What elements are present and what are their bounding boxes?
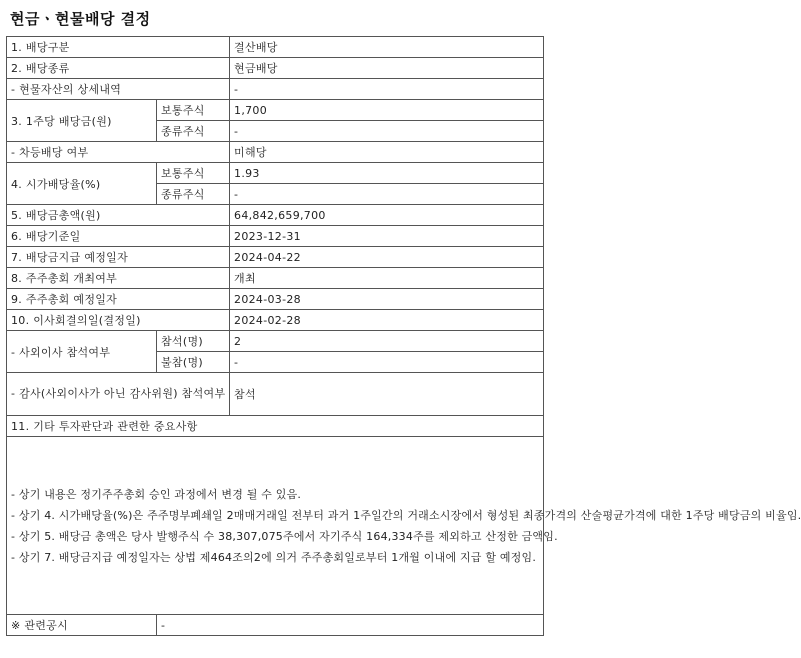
row-dps-common [7, 100, 544, 121]
agm-date-value: 2024-03-28 [230, 289, 544, 310]
outside-absent-value: - [230, 352, 544, 373]
note-item: - 상기 내용은 정기주주총회 승인 과정에서 변경 될 수 있음. [11, 487, 302, 501]
yield-common-value: 1.93 [230, 163, 544, 184]
row-agm-date [7, 289, 544, 310]
related-disclosure-label: ※ 관련공시 [7, 615, 157, 636]
outside-present-label: 참석(명) [157, 331, 230, 352]
total-amount-value: 64,842,659,700 [230, 205, 544, 226]
dividend-table [6, 36, 801, 636]
related-disclosure-value: - [157, 615, 544, 636]
board-date-value: 2024-02-28 [230, 310, 544, 331]
note-item: - 상기 4. 시가배당율(%)은 주주명부폐쇄일 2매매거래일 전부터 과거 1주일간의 거래소시장에서 형성된 최종가격의 산술평균가격에 대한 1주당 배당금의 비율임. [11, 508, 801, 522]
dividend-kind-value: 현금배당 [230, 58, 544, 79]
auditor-attendance-label: - 감사(사외이사가 아닌 감사위원) 참석여부 [7, 373, 230, 416]
yield-preferred-label: 종류주식 [157, 184, 230, 205]
row-yield-common [7, 163, 544, 184]
asset-details-value: - [230, 79, 544, 100]
row-dividend-type [7, 37, 544, 58]
agm-held-value: 개최 [230, 268, 544, 289]
agm-date-label: 9. 주주총회 예정일자 [7, 289, 230, 310]
outside-absent-label: 불참(명) [157, 352, 230, 373]
row-agm-held [7, 268, 544, 289]
total-amount-label: 5. 배당금총액(원) [7, 205, 230, 226]
record-date-value: 2023-12-31 [230, 226, 544, 247]
dividend-type-value: 결산배당 [230, 37, 544, 58]
row-payment-date [7, 247, 544, 268]
dps-preferred-label: 종류주식 [157, 121, 230, 142]
yield-common-label: 보통주식 [157, 163, 230, 184]
row-other-matters [7, 416, 544, 437]
dps-preferred-value: - [230, 121, 544, 142]
board-date-label: 10. 이사회결의일(결정일) [7, 310, 230, 331]
outside-directors-label: - 사외이사 참석여부 [7, 331, 157, 373]
row-related-disclosure [7, 615, 544, 636]
payment-date-label: 7. 배당금지급 예정일자 [7, 247, 230, 268]
row-total-amount [7, 205, 544, 226]
yield-preferred-value: - [230, 184, 544, 205]
row-dividend-kind [7, 58, 544, 79]
dps-common-value: 1,700 [230, 100, 544, 121]
dps-common-label: 보통주식 [157, 100, 230, 121]
dividend-type-label: 1. 배당구분 [7, 37, 230, 58]
notes-cell [7, 437, 801, 615]
row-board-date [7, 310, 544, 331]
note-item: - 상기 7. 배당금지급 예정일자는 상법 제464조의2에 의거 주주총회일로부터 1개월 이내에 지급 할 예정임. [11, 550, 537, 564]
agm-held-label: 8. 주주총회 개최여부 [7, 268, 230, 289]
asset-details-label: - 현물자산의 상세내역 [7, 79, 230, 100]
auditor-attendance-value: 참석 [230, 373, 544, 416]
other-matters-label: 11. 기타 투자판단과 관련한 중요사항 [7, 416, 544, 437]
row-outside-present [7, 331, 544, 352]
outside-present-value: 2 [230, 331, 544, 352]
differential-label: - 차등배당 여부 [7, 142, 230, 163]
payment-date-value: 2024-04-22 [230, 247, 544, 268]
row-differential [7, 142, 544, 163]
yield-label: 4. 시가배당율(%) [7, 163, 157, 205]
row-record-date [7, 226, 544, 247]
differential-value: 미해당 [230, 142, 544, 163]
row-notes [7, 437, 544, 615]
note-item: - 상기 5. 배당금 총액은 당사 발행주식 수 38,307,075주에서 자기주식 164,334주를 제외하고 산정한 금액임. [11, 529, 558, 543]
dps-label: 3. 1주당 배당금(원) [7, 100, 157, 142]
row-asset-details [7, 79, 544, 100]
dividend-kind-label: 2. 배당종류 [7, 58, 230, 79]
record-date-label: 6. 배당기준일 [7, 226, 230, 247]
page-title: 현금ㆍ현물배당 결정 [10, 10, 151, 28]
row-auditor-attendance [7, 373, 544, 416]
